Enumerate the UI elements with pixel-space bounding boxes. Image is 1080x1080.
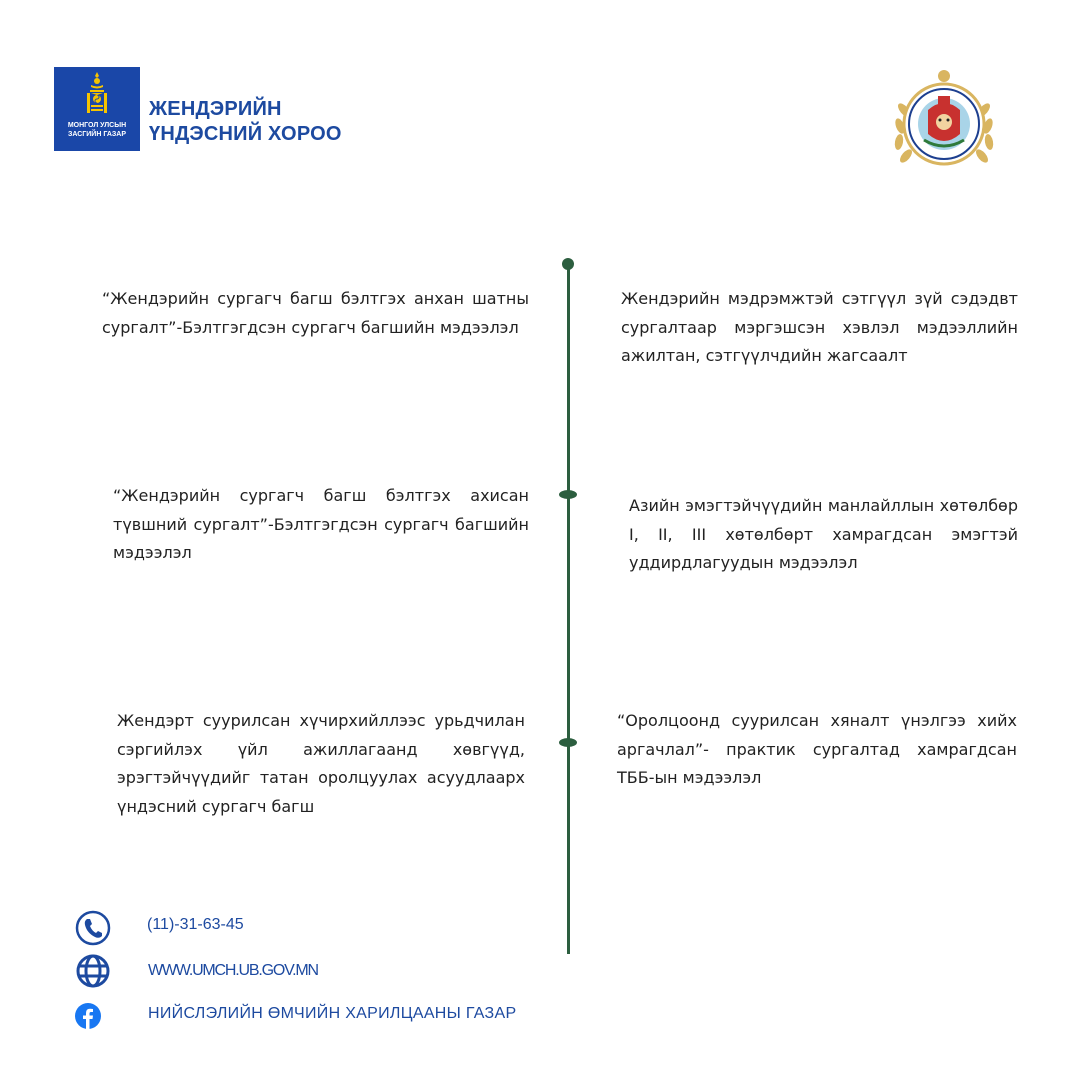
agency-seal-icon: [890, 66, 998, 174]
timeline-item-left: Жендэрт суурилсан хүчирхийллээс урьдчилан сэргийлэх үйл ажиллагаанд хөвгүүд, эрэгтэйчүүдийг татан оролцуулах асуудлаарх үндэсний сургагч багш: [117, 711, 525, 816]
timeline-item-right: “Оролцоонд суурилсан хяналт үнэлгээ хийх аргачлал”- практик сургалтад хамрагдсан ТББ-ын мэдээлэл: [617, 711, 1017, 787]
phone-icon: [75, 910, 111, 946]
gov-logo-caption: МОНГОЛ УЛСЫН ЗАСГИЙН ГАЗАР: [67, 122, 127, 138]
soyombo-icon: [87, 72, 107, 116]
timeline-item-right: Азийн эмэгтэйчүүдийн манлайллын хөтөлбөр I, II, III хөтөлбөрт хамрагдсан эмэгтэй уддирдлагуудын мэдээлэл: [629, 496, 1018, 572]
timeline-item-left: “Жендэрийн сургагч багш бэлтгэх анхан шатны сургалт”-Бэлтгэгдсэн сургагч багшийн мэдээлэл: [102, 289, 529, 337]
timeline-item-right: Жендэрийн мэдрэмжтэй сэтгүүл зүй сэдэдвт сургалтаар мэргэшсэн хэвлэл мэдээллийн ажилтан, сэтгүүлчдийн жагсаалт: [621, 289, 1018, 365]
timeline-marker: [559, 738, 577, 747]
website-link[interactable]: WWW.UMCH.UB.GOV.MN: [148, 962, 318, 979]
phone-number[interactable]: (11)-31-63-45: [147, 916, 244, 933]
timeline-marker: [559, 490, 577, 499]
facebook-icon[interactable]: [75, 1003, 101, 1029]
globe-icon: [75, 953, 111, 989]
facebook-page-name[interactable]: НИЙСЛЭЛИЙН ӨМЧИЙН ХАРИЛЦААНЫ ГАЗАР: [148, 1005, 517, 1022]
timeline-start-dot: [562, 258, 574, 270]
committee-name: [149, 97, 342, 147]
timeline-item-left: “Жендэрийн сургагч багш бэлтгэх ахисан түвшний сургалт”-Бэлтгэгдсэн сургагч багшийн мэдээлэл: [113, 486, 529, 562]
committee-name-line2: ҮНДЭСНИЙ ХОРОО: [149, 123, 342, 145]
timeline-line: [567, 264, 570, 954]
government-logo: [54, 67, 140, 151]
committee-name-line1: ЖЕНДЭРИЙН: [149, 98, 282, 120]
